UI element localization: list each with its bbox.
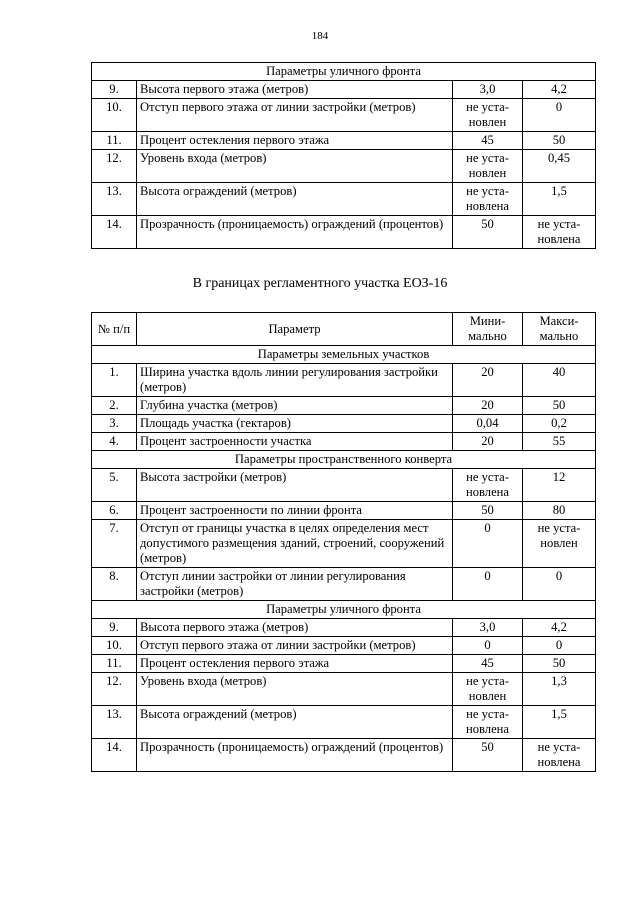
section-title: Параметры земельных участков [92,346,596,364]
table-row [92,655,596,673]
row-min-value: 3,0 [453,81,523,99]
section-row [92,451,596,469]
row-parameter: Уровень входа (метров) [137,150,453,183]
row-max-value: 4,2 [523,619,596,637]
row-number: 12. [92,150,137,183]
header-parameter: Параметр [137,313,453,346]
row-min-value: не уста-новлена [453,706,523,739]
row-max-value: 80 [523,502,596,520]
row-number: 3. [92,415,137,433]
row-min-value: 50 [453,502,523,520]
table-row [92,568,596,601]
row-max-value: 0,2 [523,415,596,433]
header-number: № п/п [92,313,137,346]
table-row [92,132,596,150]
row-parameter: Процент застроенности по линии фронта [137,502,453,520]
row-max-value: не уста-новлен [523,520,596,568]
section-title: Параметры уличного фронта [92,63,596,81]
row-max-value: 0,45 [523,150,596,183]
header-min: Мини-мально [453,313,523,346]
table-row [92,619,596,637]
row-parameter: Высота застройки (метров) [137,469,453,502]
row-number: 4. [92,433,137,451]
table-row [92,216,596,249]
table-row [92,673,596,706]
table-row [92,183,596,216]
section-row [92,63,596,81]
row-parameter: Высота ограждений (метров) [137,706,453,739]
table-header-row [92,313,596,346]
parameters-table-main [91,312,596,772]
row-parameter: Прозрачность (проницаемость) ограждений (процентов) [137,739,453,772]
table-row [92,706,596,739]
page-number: 184 [311,30,329,42]
table-row [92,150,596,183]
row-max-value: 0 [523,568,596,601]
table-row [92,364,596,397]
table-body [92,63,596,249]
row-number: 5. [92,469,137,502]
row-parameter: Процент остекления первого этажа [137,132,453,150]
row-max-value: 12 [523,469,596,502]
row-min-value: не уста-новлен [453,99,523,132]
row-number: 8. [92,568,137,601]
row-parameter: Отступ первого этажа от линии застройки (метров) [137,99,453,132]
row-number: 10. [92,637,137,655]
table-row [92,81,596,99]
table-row [92,637,596,655]
table-row [92,502,596,520]
row-min-value: 3,0 [453,619,523,637]
row-max-value: 1,5 [523,183,596,216]
row-parameter: Процент остекления первого этажа [137,655,453,673]
row-number: 11. [92,132,137,150]
row-max-value: 50 [523,397,596,415]
row-max-value: 55 [523,433,596,451]
row-number: 14. [92,739,137,772]
row-parameter: Площадь участка (гектаров) [137,415,453,433]
row-min-value: 20 [453,433,523,451]
row-number: 10. [92,99,137,132]
row-number: 12. [92,673,137,706]
row-max-value: 4,2 [523,81,596,99]
table-row [92,520,596,568]
row-min-value: 50 [453,216,523,249]
row-min-value: не уста-новлена [453,183,523,216]
row-max-value: 1,3 [523,673,596,706]
row-min-value: 20 [453,364,523,397]
table-body [92,346,596,772]
row-parameter: Глубина участка (метров) [137,397,453,415]
row-number: 6. [92,502,137,520]
row-parameter: Отступ от границы участка в целях определения мест допустимого размещения зданий, строений, сооружений (метров) [137,520,453,568]
section-heading: В границах регламентного участка ЕОЗ-16 [192,276,448,291]
row-min-value: 45 [453,655,523,673]
table-row [92,99,596,132]
row-min-value: 45 [453,132,523,150]
table-row [92,397,596,415]
row-max-value: 50 [523,132,596,150]
row-parameter: Отступ линии застройки от линии регулирования застройки (метров) [137,568,453,601]
row-parameter: Уровень входа (метров) [137,673,453,706]
row-number: 1. [92,364,137,397]
row-min-value: не уста-новлена [453,469,523,502]
row-min-value: не уста-новлен [453,673,523,706]
row-max-value: 1,5 [523,706,596,739]
table-row [92,739,596,772]
section-row [92,601,596,619]
row-min-value: 20 [453,397,523,415]
row-max-value: 40 [523,364,596,397]
row-number: 9. [92,81,137,99]
section-title: Параметры пространственного конверта [92,451,596,469]
row-number: 13. [92,706,137,739]
row-min-value: не уста-новлен [453,150,523,183]
row-max-value: 0 [523,637,596,655]
row-min-value: 0 [453,520,523,568]
section-title: Параметры уличного фронта [92,601,596,619]
parameters-table-top [91,62,596,249]
row-min-value: 50 [453,739,523,772]
row-parameter: Процент застроенности участка [137,433,453,451]
row-parameter: Высота первого этажа (метров) [137,619,453,637]
row-number: 7. [92,520,137,568]
section-row [92,346,596,364]
row-number: 2. [92,397,137,415]
table-row [92,415,596,433]
row-max-value: не уста-новлена [523,739,596,772]
row-parameter: Ширина участка вдоль линии регулирования застройки (метров) [137,364,453,397]
row-parameter: Высота ограждений (метров) [137,183,453,216]
table-row [92,433,596,451]
row-max-value: не уста-новлена [523,216,596,249]
row-number: 14. [92,216,137,249]
row-number: 9. [92,619,137,637]
row-min-value: 0 [453,637,523,655]
row-max-value: 0 [523,99,596,132]
row-max-value: 50 [523,655,596,673]
header-max: Макси-мально [523,313,596,346]
row-parameter: Отступ первого этажа от линии застройки (метров) [137,637,453,655]
row-parameter: Высота первого этажа (метров) [137,81,453,99]
table-row [92,469,596,502]
row-min-value: 0 [453,568,523,601]
row-parameter: Прозрачность (проницаемость) ограждений (процентов) [137,216,453,249]
row-number: 13. [92,183,137,216]
row-number: 11. [92,655,137,673]
row-min-value: 0,04 [453,415,523,433]
